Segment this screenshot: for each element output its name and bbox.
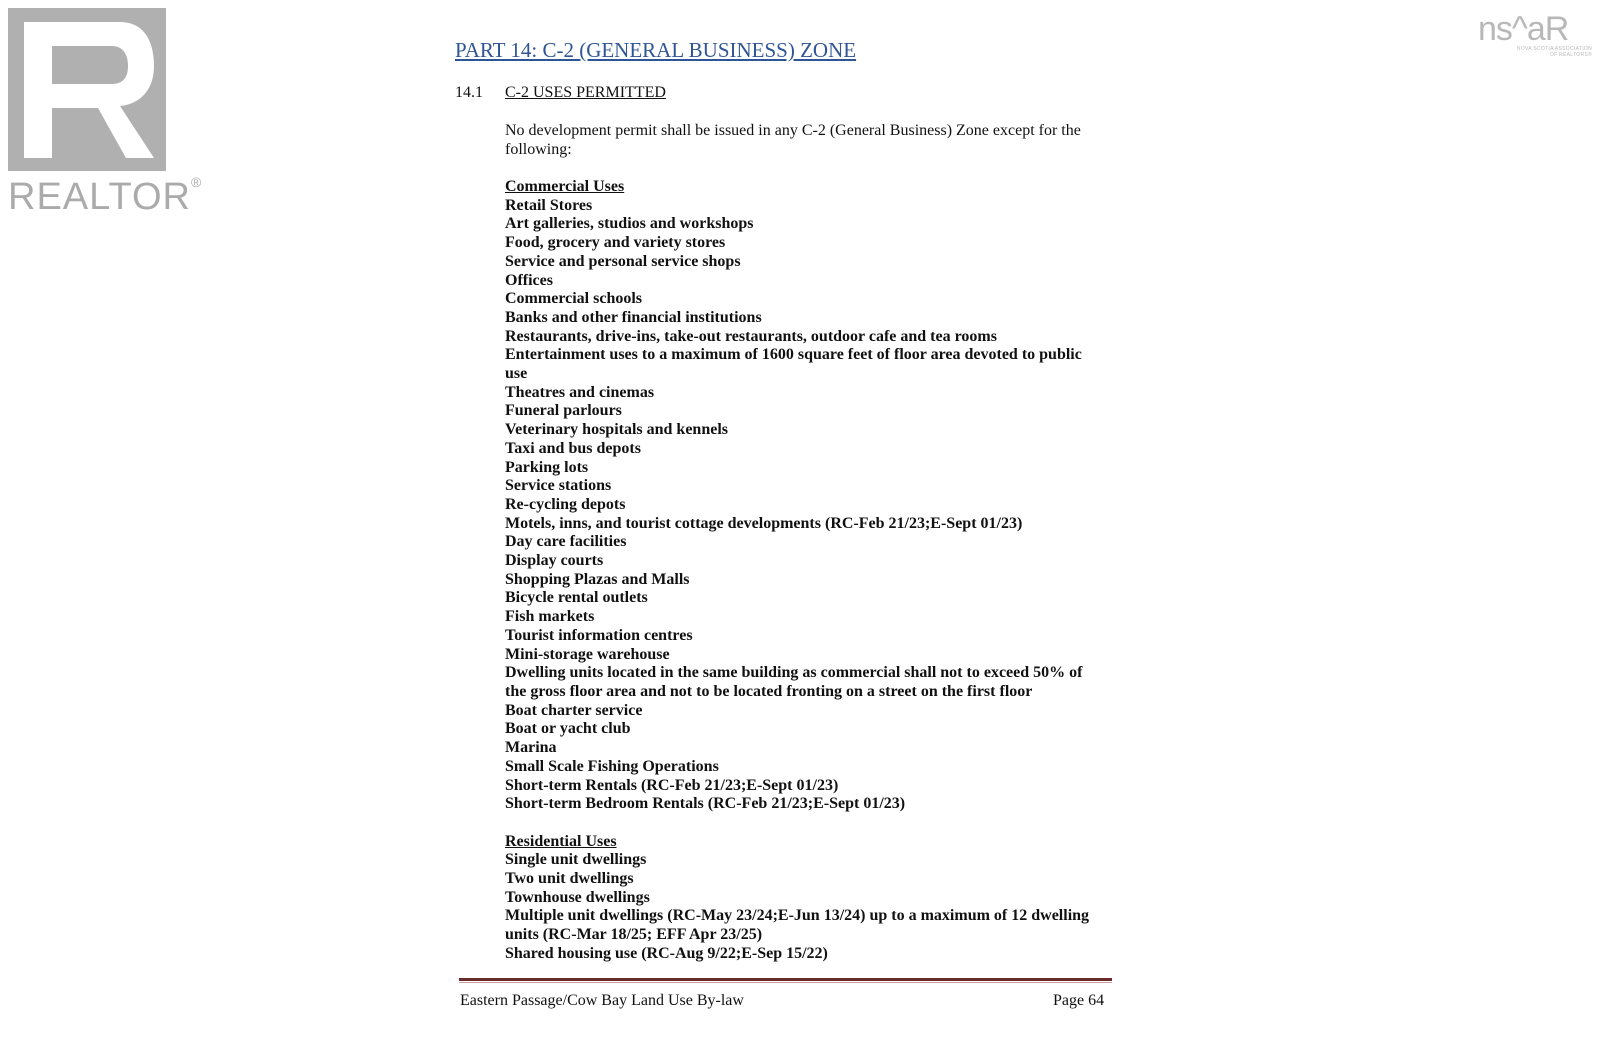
footer-divider-secondary (459, 982, 1112, 983)
realtor-logo (8, 8, 203, 218)
use-item: Short-term Bedroom Rentals (RC-Feb 21/23;E-Sept 01/23) (505, 795, 906, 813)
use-item: Display courts (505, 552, 604, 570)
nsar-logo (1478, 12, 1596, 60)
use-item: Townhouse dwellings (505, 888, 650, 906)
use-item: Marina (505, 739, 557, 757)
use-item: Mini-storage warehouse (505, 645, 670, 663)
use-item: Bicycle rental outlets (505, 589, 648, 607)
residential-uses-heading: Residential Uses (505, 832, 617, 850)
realtor-r-icon (8, 8, 166, 171)
part-title: PART 14: C-2 (GENERAL BUSINESS) ZONE (455, 38, 857, 62)
spacer (505, 814, 1105, 833)
nsar-wordmark: ns^aR (1478, 10, 1569, 48)
use-item: Food, grocery and variety stores (505, 234, 726, 252)
nsar-subtitle-1: NOVA SCOTIA ASSOCIATION (1516, 46, 1592, 52)
nsar-subtitle-2: OF REALTORS® (1549, 52, 1592, 58)
use-item: Day care facilities (505, 533, 627, 551)
footer-page-number: Page 64 (1053, 992, 1105, 1009)
use-item: Small Scale Fishing Operations (505, 757, 719, 775)
use-item: Funeral parlours (505, 402, 622, 420)
use-item: Dwelling units located in the same building as commercial shall not to exceed 50% of the gross floor area and not to be located fronting on a street on the first floor (505, 664, 1083, 700)
footer-divider (459, 978, 1112, 981)
use-item: Restaurants, drive-ins, take-out restaurants, outdoor cafe and tea rooms (505, 327, 997, 345)
section-number: 14.1 (455, 84, 483, 101)
use-item: Short-term Rentals (RC-Feb 21/23;E-Sept 01/23) (505, 776, 839, 794)
residential-uses-list (505, 851, 1105, 963)
intro-paragraph: No development permit shall be issued in any C-2 (General Business) Zone except for the following: (505, 122, 1081, 158)
use-item: Two unit dwellings (505, 870, 634, 887)
use-item: Re-cycling depots (505, 495, 626, 513)
commercial-uses-list (505, 197, 1105, 814)
use-item: Fish markets (505, 608, 595, 626)
use-item: Retail Stores (505, 196, 593, 214)
use-item: Single unit dwellings (505, 851, 647, 869)
realtor-wordmark: REALTOR® (8, 174, 203, 218)
use-item: Offices (505, 271, 553, 289)
use-item: Service stations (505, 477, 612, 495)
use-item: Entertainment uses to a maximum of 1600 square feet of floor area devoted to public use (505, 346, 1082, 383)
use-item: Veterinary hospitals and kennels (505, 421, 728, 439)
use-item: Taxi and bus depots (505, 439, 641, 457)
use-item: Parking lots (505, 458, 589, 476)
use-item: Art galleries, studios and workshops (505, 215, 754, 233)
footer-document-name: Eastern Passage/Cow Bay Land Use By-law (460, 992, 744, 1009)
use-item: Boat charter service (505, 701, 643, 719)
use-item: Theatres and cinemas (505, 383, 655, 401)
uses-list (505, 178, 1105, 964)
use-item: Boat or yacht club (505, 720, 631, 738)
use-item: Multiple unit dwellings (RC-May 23/24;E-Jun 13/24) up to a maximum of 12 dwelling units (RC-Mar 18/25; EFF Apr 23/25) (505, 907, 1090, 944)
use-item: Shopping Plazas and Malls (505, 570, 690, 588)
use-item: Shared housing use (RC-Aug 9/22;E-Sep 15/22) (505, 944, 828, 962)
use-item: Service and personal service shops (505, 252, 741, 270)
use-item: Banks and other financial institutions (505, 308, 762, 326)
use-item: Motels, inns, and tourist cottage developments (RC-Feb 21/23;E-Sept 01/23) (505, 514, 1023, 532)
use-item: Tourist information centres (505, 626, 693, 644)
commercial-uses-heading: Commercial Uses (505, 178, 625, 195)
section-title: C-2 USES PERMITTED (505, 84, 666, 101)
use-item: Commercial schools (505, 290, 643, 308)
